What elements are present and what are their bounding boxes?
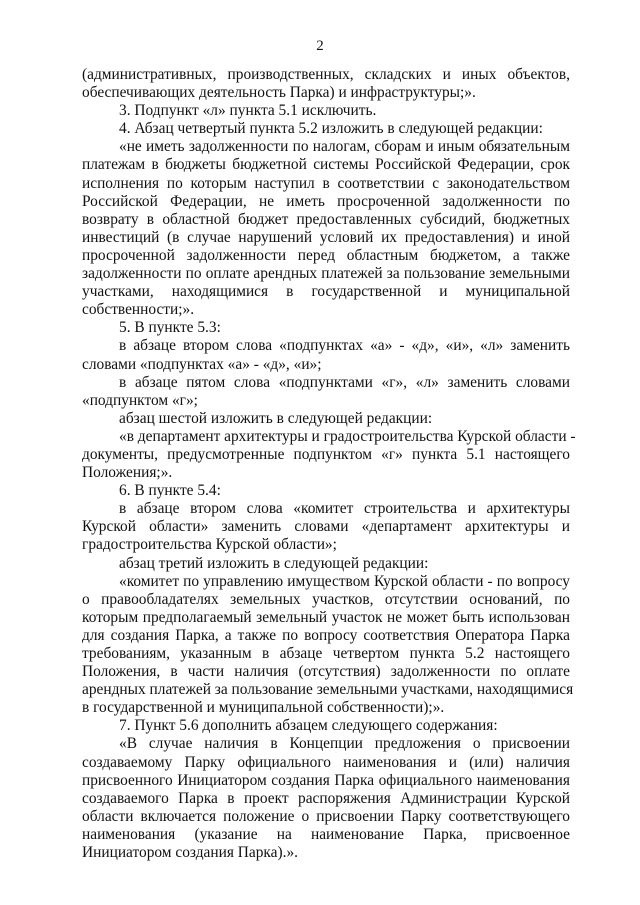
text-line: «В случае наличия в Концепции предложения о присвоении bbox=[119, 735, 570, 753]
text-line: Положения, в части наличия (отсутствия) задолженности по оплате bbox=[82, 663, 570, 681]
text-line: словами «подпунктах «а» - «д», «и»; bbox=[82, 355, 322, 373]
page-number: 2 bbox=[316, 38, 324, 54]
text-line: Положения;». bbox=[82, 464, 173, 482]
text-line: наименования (указание на наименование Парка, присвоенное bbox=[82, 825, 570, 843]
document-body bbox=[82, 66, 576, 862]
text-line: 6. В пункте 5.4: bbox=[119, 482, 221, 500]
text-line: 4. Абзац четвертый пункта 5.2 изложить в следующей редакции: bbox=[119, 120, 543, 138]
text-line: создаваемого Парка в проект распоряжения Администрации Курской bbox=[82, 789, 570, 807]
text-line: исполнения по которым наступил в соответствии с законодательством bbox=[82, 174, 570, 192]
text-line: присвоенного Инициатором создания Парка официального наименования bbox=[82, 771, 570, 789]
text-line: абзац третий изложить в следующей редакции: bbox=[119, 554, 429, 572]
text-line: 7. Пункт 5.6 дополнить абзацем следующего содержания: bbox=[119, 717, 498, 735]
text-line: просроченной задолженности перед областным бюджетом, а также bbox=[82, 246, 570, 264]
text-line: «в департамент архитектуры и градостроительства Курской области - bbox=[119, 427, 576, 445]
text-line: абзац шестой изложить в следующей редакции: bbox=[119, 409, 433, 427]
text-line: возврату в областной бюджет предоставленных субсидий, бюджетных bbox=[82, 210, 570, 228]
text-line: в абзаце втором слова «комитет строительства и архитектуры bbox=[119, 500, 570, 518]
text-line: документы, предусмотренные подпунктом «г» пункта 5.1 настоящего bbox=[82, 445, 570, 463]
text-line: 5. В пункте 5.3: bbox=[119, 319, 221, 337]
text-line: обеспечивающих деятельность Парка) и инфраструктуры;». bbox=[82, 84, 476, 102]
text-line: области включается положение о присвоении Парку соответствующего bbox=[82, 807, 570, 825]
text-line: 3. Подпункт «л» пункта 5.1 исключить. bbox=[119, 102, 377, 120]
text-line: в абзаце втором слова «подпунктах «а» - «д», «и», «л» заменить bbox=[119, 337, 570, 355]
text-line: в государственной и муниципальной собственности);». bbox=[82, 699, 445, 717]
text-line: требованиям, указанным в абзаце четвертом пункта 5.2 настоящего bbox=[82, 645, 570, 662]
text-line: собственности;». bbox=[82, 301, 195, 319]
text-line: арендных платежей за пользование земельными участками, находящимися bbox=[82, 681, 574, 699]
text-line: о правообладателях земельных участков, отсутствии оснований, по bbox=[82, 590, 570, 608]
text-line: в абзаце пятом слова «подпунктами «г», «л» заменить словами bbox=[119, 373, 570, 391]
text-line: задолженности по оплате арендных платежей за пользование земельными bbox=[82, 265, 570, 283]
text-line: градостроительства Курской области»; bbox=[82, 536, 337, 554]
text-line: которым предполагаемый земельный участок не может быть использован bbox=[82, 608, 570, 626]
text-line: Курской области» заменить словами «департамент архитектуры и bbox=[82, 518, 570, 536]
text-line: участками, находящимися в государственной и муниципальной bbox=[82, 283, 570, 301]
text-line: создаваемому Парку официального наименования и (или) наличия bbox=[82, 753, 570, 771]
text-line: платежам в бюджеты бюджетной системы Российской Федерации, срок bbox=[82, 156, 570, 174]
text-line: Российской Федерации, не иметь просроченной задолженности по bbox=[82, 192, 570, 210]
text-line: (административных, производственных, складских и иных объектов, bbox=[82, 66, 570, 83]
text-line: «подпунктом «г»; bbox=[82, 391, 198, 409]
text-line: инвестиций (в случае нарушений условий их предоставления) и иной bbox=[82, 228, 570, 246]
text-line: для создания Парка, а также по вопросу соответствия Оператора Парка bbox=[82, 626, 570, 644]
text-line: «не иметь задолженности по налогам, сборам и иным обязательным bbox=[119, 138, 570, 156]
text-line: «комитет по управлению имуществом Курской области - по вопросу bbox=[119, 572, 570, 590]
text-line: Инициатором создания Парка).». bbox=[82, 844, 299, 862]
